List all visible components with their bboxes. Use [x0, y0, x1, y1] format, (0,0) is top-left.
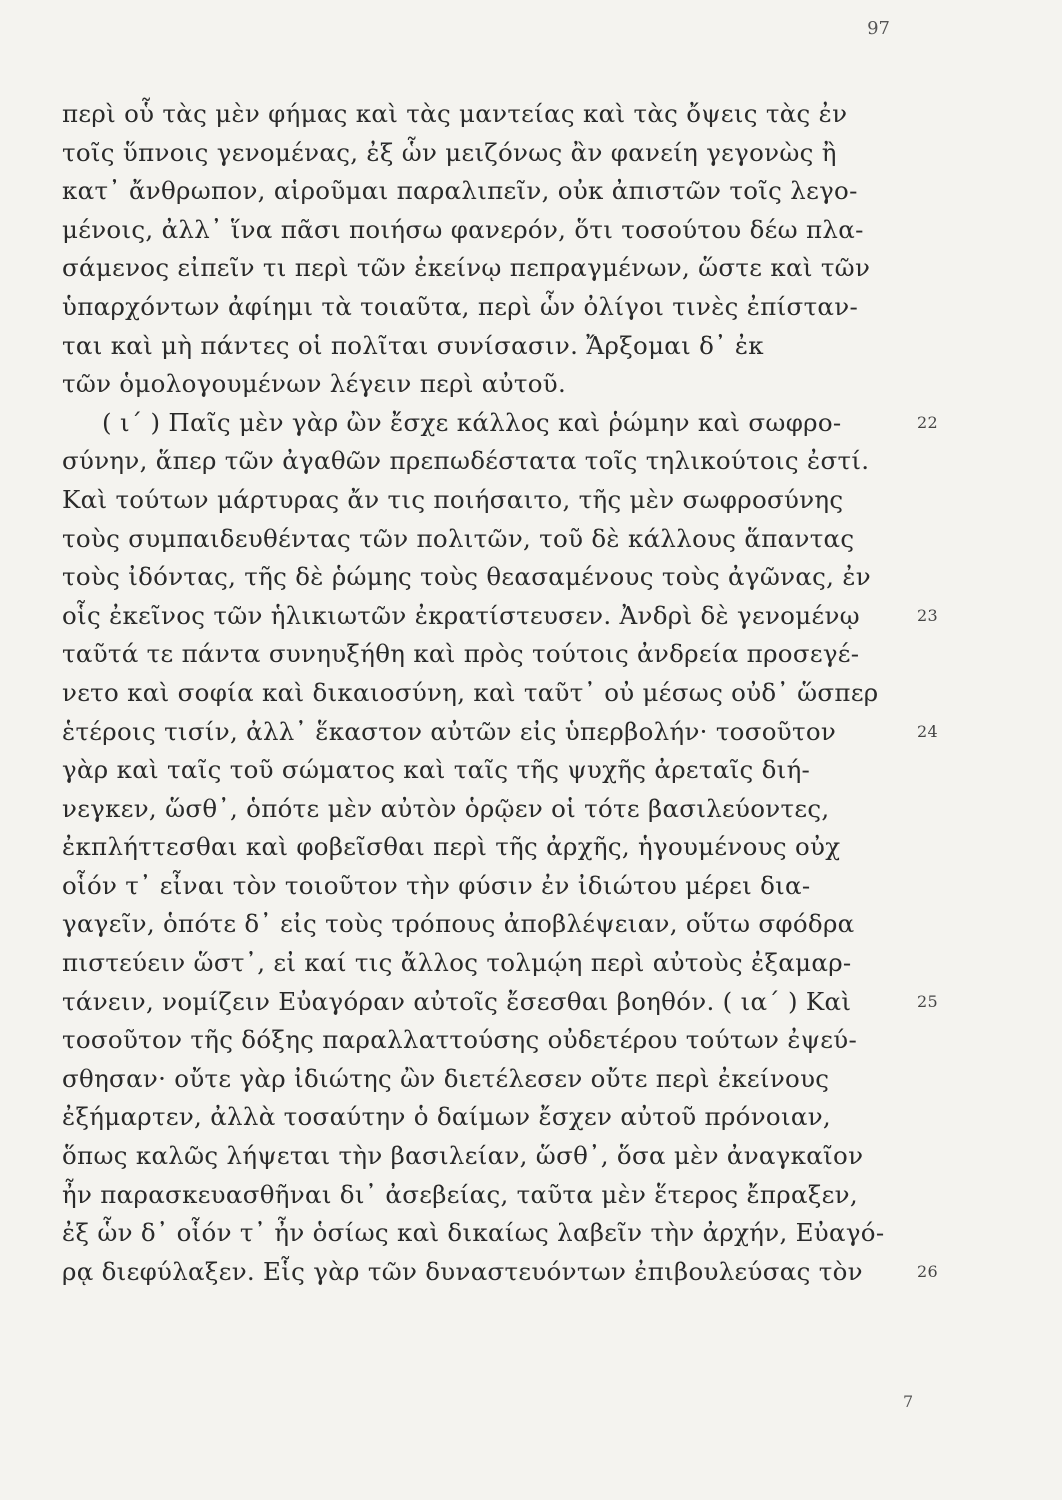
- line-text: οἷς ἐκεῖνος τῶν ἡλικιωτῶν ἐκρατίστευσεν. Ἀνδρὶ δὲ γενομένῳ: [62, 600, 860, 630]
- text-line: [62, 635, 922, 674]
- text-line: [62, 983, 938, 1022]
- text-line: [62, 211, 922, 250]
- text-line: [62, 1021, 922, 1060]
- text-line: [62, 481, 922, 520]
- line-text: ρᾳ διεφύλαξεν. Εἷς γὰρ τῶν δυναστευόντων ἐπιβουλεύσας τὸν: [62, 1256, 863, 1286]
- page-number: 97: [867, 18, 890, 39]
- line-text: τῶν ὁμολογουμένων λέγειν περὶ αὐτοῦ.: [62, 369, 567, 399]
- text-line: [62, 1176, 922, 1215]
- text-line: [62, 1137, 922, 1176]
- text-line: [62, 828, 922, 867]
- line-text: οἷόν τ᾽ εἶναι τὸν τοιοῦτον τὴν φύσιν ἐν ἰδιώτου μέρει δια-: [62, 870, 811, 900]
- line-text: ὅπως καλῶς λήψεται τὴν βασιλείαν, ὥσθ᾽, ὅσα μὲν ἀναγκαῖον: [62, 1141, 864, 1171]
- section-number: 26: [917, 1261, 938, 1281]
- text-line: [62, 867, 922, 906]
- text-line: [62, 944, 922, 983]
- line-text: ἐξ ὧν δ᾽ οἷόν τ᾽ ἦν ὁσίως καὶ δικαίως λαβεῖν τὴν ἀρχήν, Εὐαγό-: [62, 1218, 885, 1248]
- line-text: σάμενος εἰπεῖν τι περὶ τῶν ἐκείνῳ πεπραγμένων, ὥστε καὶ τῶν: [62, 253, 871, 283]
- text-line: [62, 520, 922, 559]
- line-text: περὶ οὗ τὰς μὲν φήμας καὶ τὰς μαντείας καὶ τὰς ὄψεις τὰς ἐν: [62, 99, 848, 128]
- line-text: ἑτέροις τισίν, ἀλλ᾽ ἕκαστον αὐτῶν εἰς ὑπερβολήν· τοσοῦτον: [62, 716, 837, 746]
- text-line: [62, 95, 922, 134]
- line-text: πιστεύειν ὥστ᾽, εἰ καί τις ἄλλος τολμῴη περὶ αὐτοὺς ἐξαμαρ-: [62, 948, 852, 978]
- text-line: [62, 327, 922, 366]
- line-text: τοὺς συμπαιδευθέντας τῶν πολιτῶν, τοῦ δὲ κάλλους ἅπαντας: [62, 523, 855, 553]
- line-text: μένοις, ἀλλ᾽ ἵνα πᾶσι ποιήσω φανερόν, ὅτι τοσούτου δέω πλα-: [62, 214, 864, 244]
- text-line: [62, 597, 938, 636]
- line-text: σθησαν· οὔτε γὰρ ἰδιώτης ὢν διετέλεσεν οὔτε περὶ ἐκείνους: [62, 1063, 830, 1093]
- text-line: [62, 172, 922, 211]
- line-text: τοὺς ἰδόντας, τῆς δὲ ῥώμης τοὺς θεασαμένους τοὺς ἀγῶνας, ἐν: [62, 562, 871, 592]
- line-text: σύνην, ἅπερ τῶν ἀγαθῶν πρεπωδέστατα τοῖς τηλικούτοις ἐστί.: [62, 446, 870, 476]
- line-text: ἐκπλήττεσθαι καὶ φοβεῖσθαι περὶ τῆς ἀρχῆς, ἡγουμένους οὐχ: [62, 832, 841, 862]
- line-text: νετο καὶ σοφία καὶ δικαιοσύνη, καὶ ταῦτ᾽ οὐ μέσως οὐδ᾽ ὥσπερ: [62, 677, 879, 707]
- text-line: [62, 558, 922, 597]
- text-line: [62, 1253, 938, 1292]
- line-text: Καὶ τούτων μάρτυρας ἄν τις ποιήσαιτο, τῆς μὲν σωφροσύνης: [62, 484, 844, 514]
- text-line: [62, 249, 922, 288]
- text-block: [62, 95, 938, 1291]
- text-line: [62, 134, 922, 173]
- line-text: νεγκεν, ὥσθ᾽, ὁπότε μὲν αὐτὸν ὁρῷεν οἱ τότε βασιλεύοντες,: [62, 793, 830, 823]
- section-number: 22: [917, 412, 938, 432]
- text-line: [62, 1098, 922, 1137]
- line-text: ἦν παρασκευασθῆναι δι᾽ ἀσεβείας, ταῦτα μὲν ἕτερος ἔπραξεν,: [62, 1179, 858, 1209]
- text-line: [62, 1214, 922, 1253]
- line-text: ταῦτά τε πάντα συνηυξήθη καὶ πρὸς τούτοις ἀνδρεία προσεγέ-: [62, 639, 860, 669]
- text-line: [62, 905, 922, 944]
- text-line: [62, 674, 922, 713]
- line-text: τοῖς ὕπνοις γενομένας, ἐξ ὧν μειζόνως ἂν φανείη γεγονὼς ἢ: [62, 137, 837, 167]
- text-line: [62, 1060, 922, 1099]
- line-text: ἐξήμαρτεν, ἀλλὰ τοσαύτην ὁ δαίμων ἔσχεν αὐτοῦ πρόνοιαν,: [62, 1102, 831, 1132]
- text-line: [62, 404, 938, 443]
- signature-mark: 7: [903, 1392, 914, 1411]
- section-number: 23: [917, 605, 938, 625]
- text-line: [62, 288, 922, 327]
- section-number: 24: [917, 721, 938, 741]
- line-text: γὰρ καὶ ταῖς τοῦ σώματος καὶ ταῖς τῆς ψυχῆς ἀρεταῖς διή-: [62, 755, 811, 785]
- line-text: γαγεῖν, ὁπότε δ᾽ εἰς τοὺς τρόπους ἀποβλέψειαν, οὕτω σφόδρα: [62, 909, 855, 939]
- line-text: ὑπαρχόντων ἀφίημι τὰ τοιαῦτα, περὶ ὧν ὀλίγοι τινὲς ἐπίσταν-: [62, 291, 859, 321]
- line-text: ( ι´ ) Παῖς μὲν γὰρ ὢν ἔσχε κάλλος καὶ ῥώμην καὶ σωφρο-: [102, 407, 842, 437]
- text-line: [62, 713, 938, 752]
- line-text: ται καὶ μὴ πάντες οἱ πολῖται συνίσασιν. Ἄρξομαι δ᾽ ἐκ: [62, 330, 764, 360]
- line-text: τοσοῦτον τῆς δόξης παραλλαττούσης οὐδετέρου τούτων ἐψεύ-: [62, 1025, 858, 1055]
- line-text: κατ᾽ ἄνθρωπον, αἱροῦμαι παραλιπεῖν, οὐκ ἀπιστῶν τοῖς λεγο-: [62, 176, 858, 206]
- text-line: [62, 751, 922, 790]
- section-number: 25: [917, 991, 938, 1011]
- line-text: τάνειν, νομίζειν Εὐαγόραν αὐτοῖς ἔσεσθαι βοηθόν. ( ια´ ) Καὶ: [62, 986, 852, 1016]
- text-line: [62, 365, 922, 404]
- text-line: [62, 790, 922, 829]
- text-line: [62, 442, 922, 481]
